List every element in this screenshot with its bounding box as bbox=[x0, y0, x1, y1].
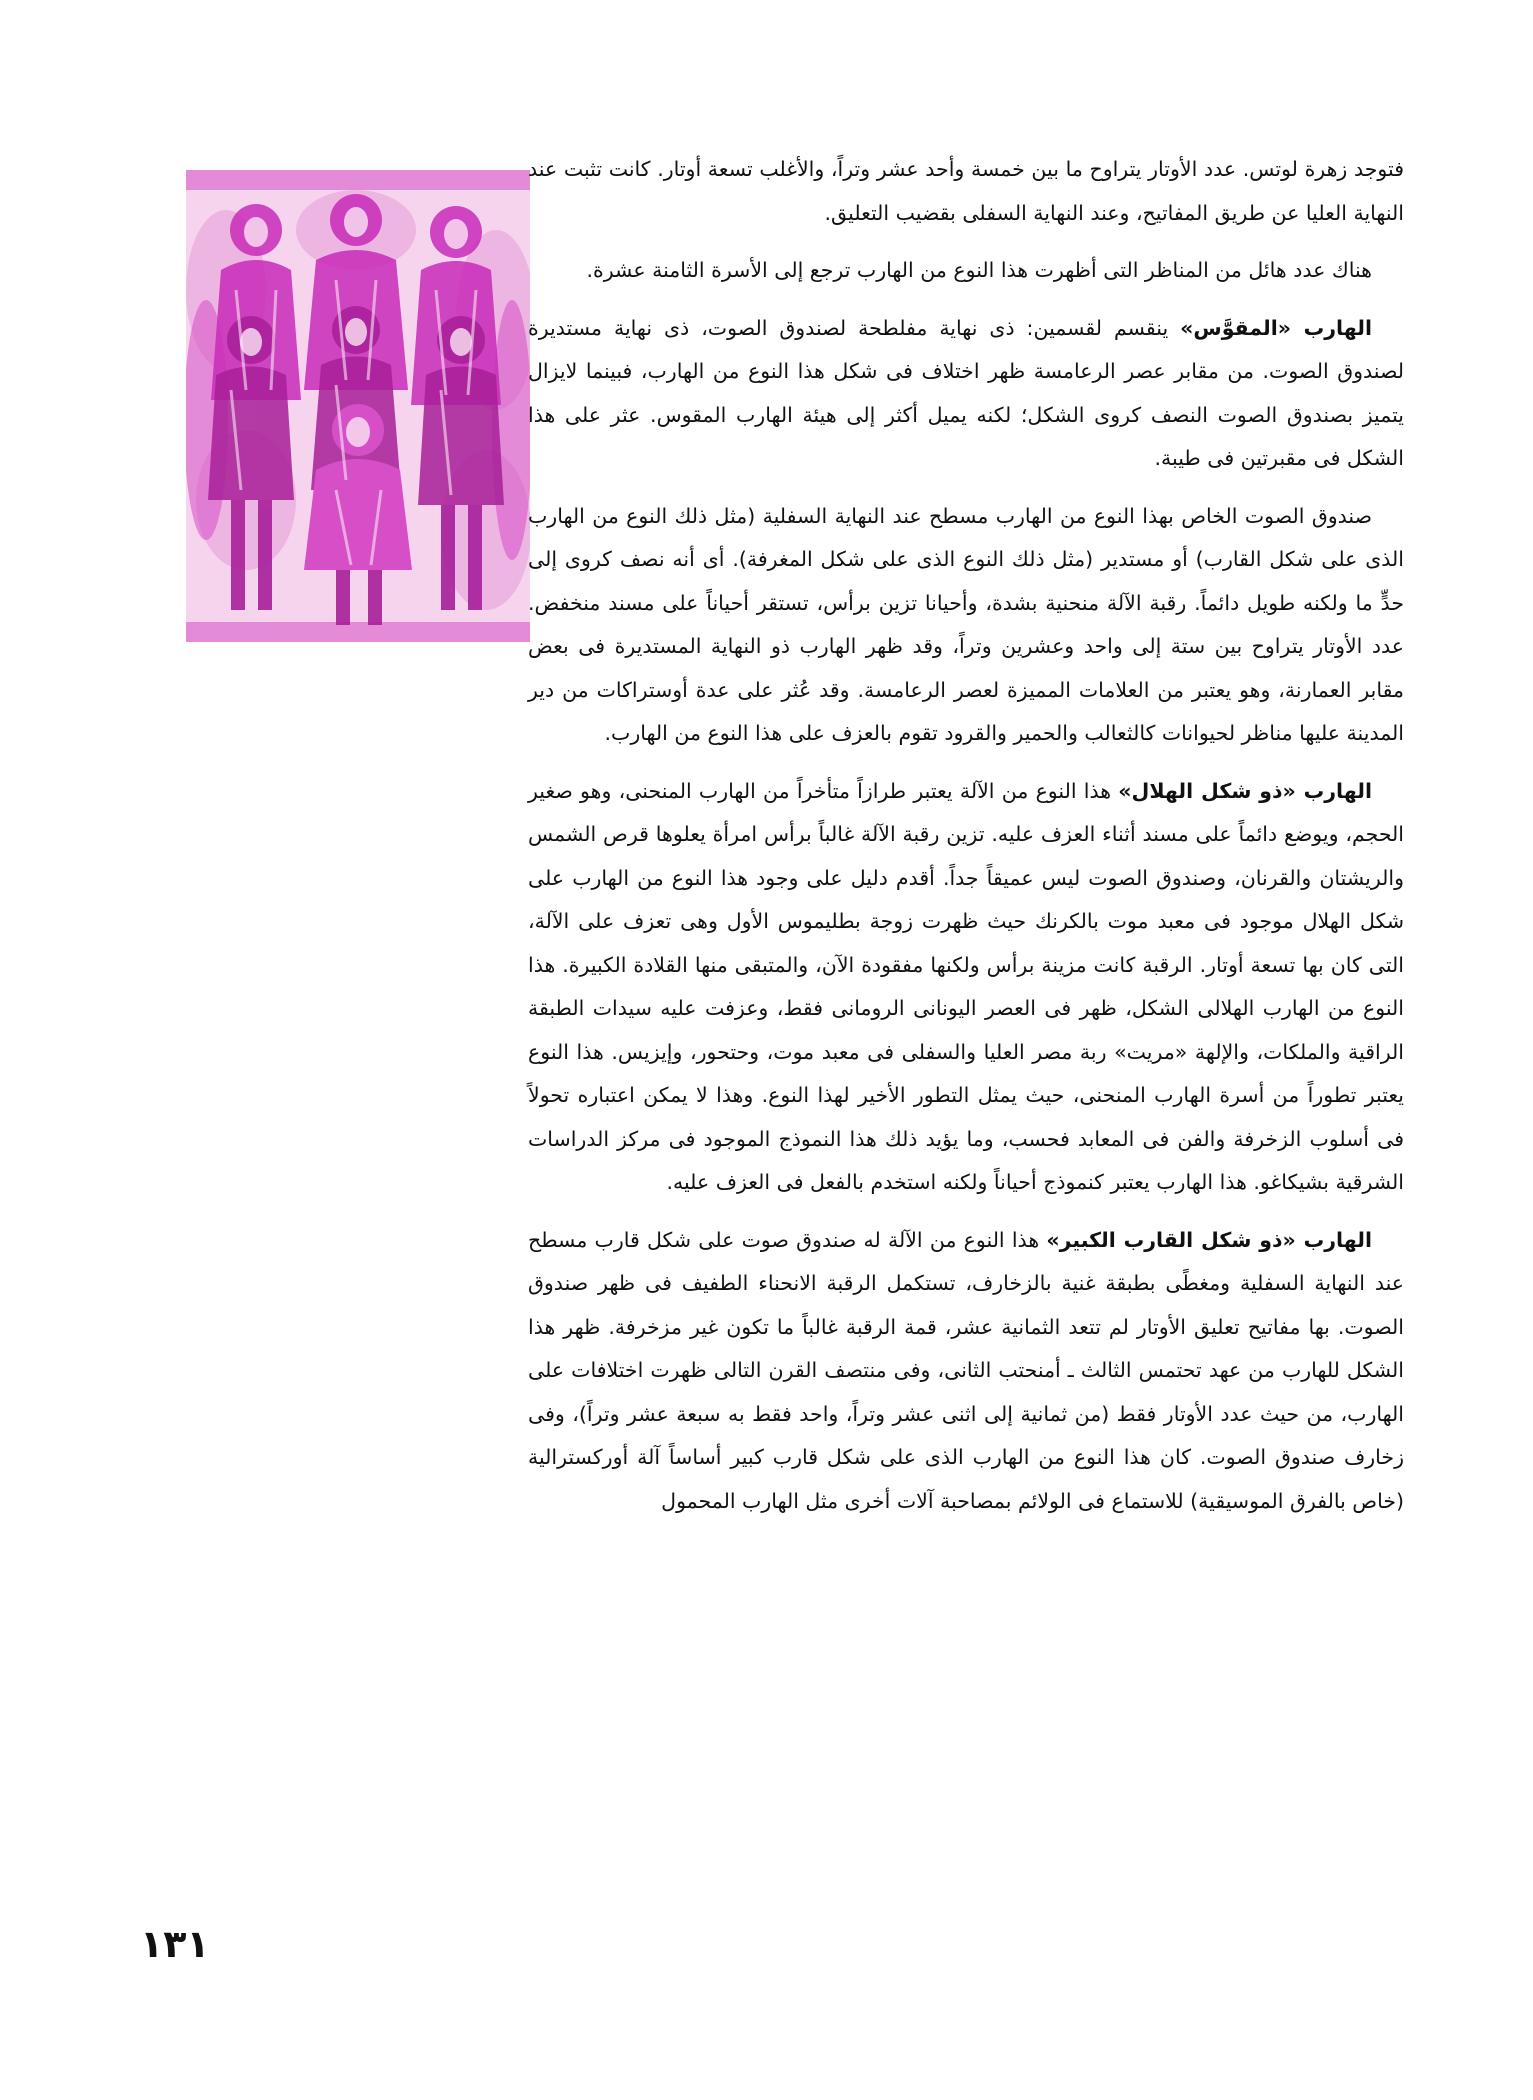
paragraph-text: فتوجد زهرة لوتس. عدد الأوتار يتراوح ما بين خمسة وأحد عشر وتراً، والأغلب تسعة أوتار. كانت تثبت عند النهاية العليا عن طريق المفاتيح، وعند النهاية السفلى بقضيب التعليق. bbox=[528, 157, 1404, 225]
paragraph-text: هذا النوع من الآلة يعتبر طرازاً متأخراً من الهارب المنحنى، وهو صغير الحجم، ويوضع دائماً على مسند أثناء العزف عليه. تزين رقبة الآلة غالباً برأس امرأة يعلوها قرص الشمس والريشتان والقرنان، وصندوق الصوت ليس عميقاً جداً. أقدم دليل على وجود هذا النوع من الهارب على شكل الهلال موجود فى معبد موت بالكرنك حيث ظهرت زوجة بطليموس الأول وهى تعزف على الآلة، التى كان بها تسعة أوتار. الرقبة كانت مزينة برأس ولكنها مفقودة الآن، والمتبقى منها القلادة الكبيرة. هذا النوع من الهارب الهلالى الشكل، ظهر فى العصر اليونانى الرومانى فقط، وعزفت عليه سيدات الطبقة الراقية والملكات، والإلهة «مريت» ربة مصر العليا والسفلى فى معبد موت، وحتحور، وإيزيس. هذا النوع يعتبر تطوراً من أسرة الهارب المنحنى، حيث يمثل التطور الأخير لهذا النوع. وهذا لا يمكن اعتباره تحولاً فى أسلوب الزخرفة والفن فى المعابد فحسب، وما يؤيد ذلك هذا النموذج الموجود فى مركز الدراسات الشرقية بشيكاغو. هذا الهارب يعتبر كنموذج أحياناً ولكنه استخدم بالفعل فى العزف عليه. bbox=[528, 778, 1404, 1194]
paragraph-2 bbox=[528, 249, 1404, 293]
paragraph-lead: الهارب «ذو شكل الهلال» bbox=[1118, 778, 1372, 803]
paragraph-text: هناك عدد هائل من المناظر التى أظهرت هذا النوع من الهارب ترجع إلى الأسرة الثامنة عشرة. bbox=[586, 258, 1372, 282]
paragraph-lead: الهارب «ذو شكل القارب الكبير» bbox=[1046, 1227, 1372, 1252]
paragraph-lead: الهارب «المقوَّس» bbox=[1180, 315, 1372, 340]
family-portrait-illustration bbox=[186, 170, 530, 642]
paragraph-5 bbox=[528, 770, 1404, 1205]
family-portrait-figure bbox=[186, 170, 530, 642]
paragraph-4 bbox=[528, 495, 1404, 756]
paragraph-text: هذا النوع من الآلة له صندوق صوت على شكل قارب مسطح عند النهاية السفلية ومغطًى بطبقة غنية بالزخارف، تستكمل الرقبة الانحناء الطفيف فى ظهر صندوق الصوت. بها مفاتيح تعليق الأوتار لم تتعد الثمانية عشر، قمة الرقبة غالباً ما تكون غير مزخرفة. ظهر هذا الشكل للهارب من عهد تحتمس الثالث ـ أمنحتب الثانى، وفى منتصف القرن التالى ظهرت اختلافات على الهارب، من حيث عدد الأوتار فقط (من ثمانية إلى اثنى عشر وتراً، واحد فقط به سبعة عشر وتراً)، وفى زخارف صندوق الصوت. كان هذا النوع من الهارب الذى على شكل قارب كبير أساساً آلة أوركسترالية (خاص بالفرق الموسيقية) للاستماع فى الولائم بمصاحبة آلات أخرى مثل الهارب المحمول bbox=[528, 1227, 1404, 1513]
paragraph-3 bbox=[528, 307, 1404, 481]
article-text bbox=[528, 148, 1404, 1537]
paragraph-6 bbox=[528, 1219, 1404, 1524]
paragraph-text: صندوق الصوت الخاص بهذا النوع من الهارب مسطح عند النهاية السفلية (مثل ذلك النوع من الهارب الذى على شكل القارب) أو مستدير (مثل ذلك النوع الذى على شكل المغرفة). أى أنه نصف كروى إلى حدٍّ ما ولكنه طويل دائماً. رقبة الآلة منحنية بشدة، وأحيانا تزين برأس، تستقر أحياناً على مسند منخفض. عدد الأوتار يتراوح بين ستة إلى واحد وعشرين وتراً، وقد ظهر الهارب ذو النهاية المستديرة فى بعض مقابر العمارنة، وهو يعتبر من العلامات المميزة لعصر الرعامسة. وقد عُثر على عدة أوستراكات من دير المدينة عليها مناظر لحيوانات كالثعالب والحمير والقرود تقوم بالعزف على هذا النوع من الهارب. bbox=[528, 503, 1404, 745]
paragraph-1 bbox=[528, 148, 1404, 235]
page-number: ١٣١ bbox=[140, 1922, 210, 1966]
paragraph-text: ينقسم لقسمين: ذى نهاية مفلطحة لصندوق الصوت، ذى نهاية مستديرة لصندوق الصوت. من مقابر عصر الرعامسة ظهر اختلاف فى شكل هذا النوع من الهارب، فبينما لايزال يتميز بصندوق الصوت النصف كروى الشكل؛ لكنه يميل أكثر إلى هيئة الهارب المقوس. عثر على هذا الشكل فى مقبرتين فى طيبة. bbox=[528, 315, 1404, 470]
